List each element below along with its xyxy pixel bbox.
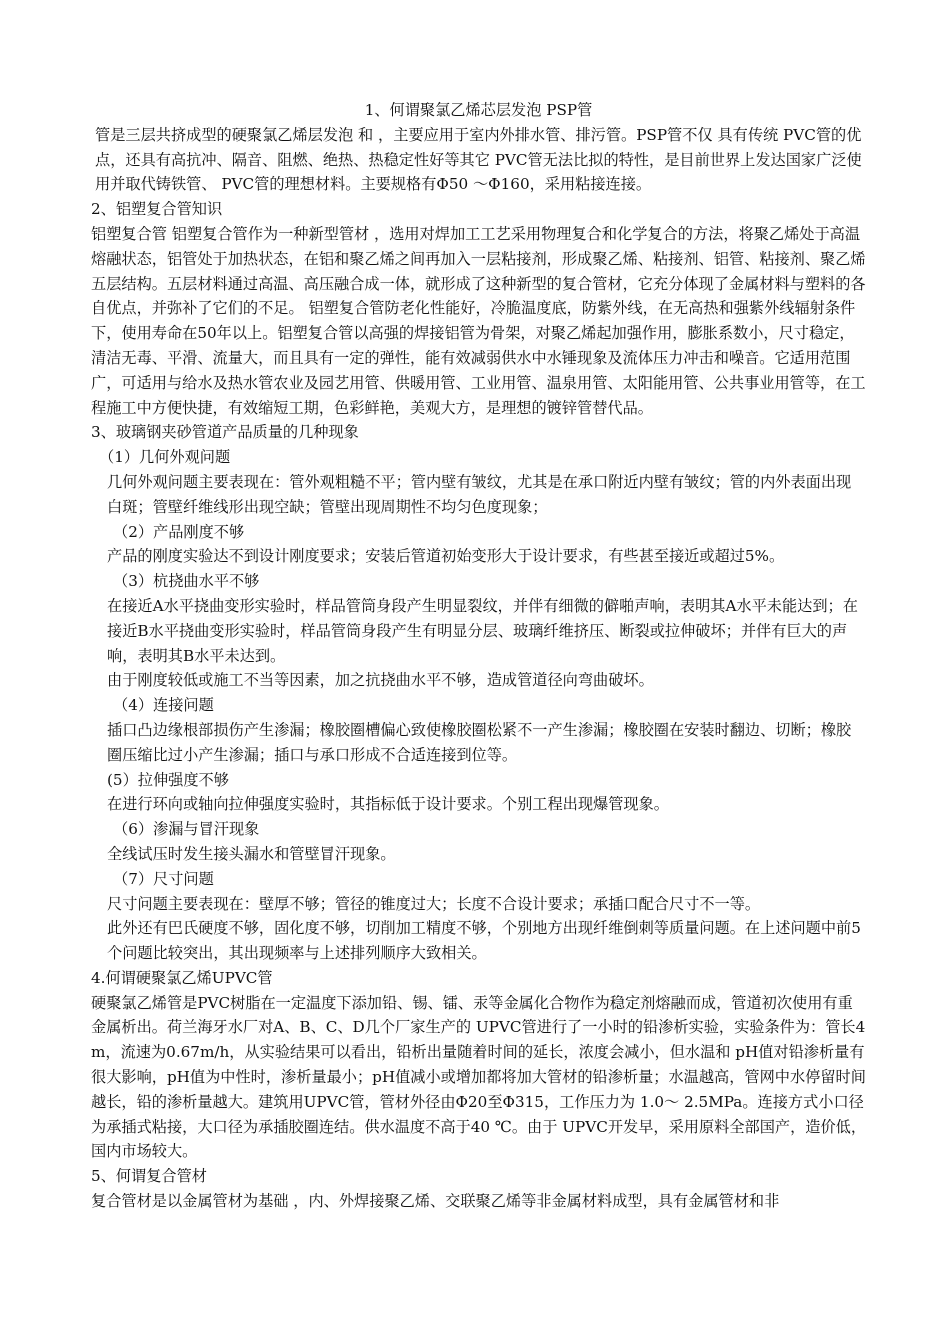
subheading-dimension: （7）尺寸问题 [113,869,214,888]
paragraph-leakage: 全线试压时发生接头漏水和管壁冒汗现象。 [107,844,396,863]
paragraph-other-issues: 此外还有巴氏硬度不够，固化度不够，切削加工精度不够，个别地方出现纤维倒刺等质量问题。在上述问题中前5个问题比较突出，其出现频率与上述排列顺序大致相关。 [107,919,861,963]
heading-composite-pipe: 5、何谓复合管材 [91,1167,207,1186]
paragraph-deflection: 在接近A水平挠曲变形实验时，样品管筒身段产生明显裂纹，并伴有细微的僻啪声响，表明其A水平未能达到；在接近B水平挠曲变形实验时，样品管筒身段产生有明显分层、玻璃纤维挤压、断裂或拉伸破坏；并伴有巨大的声响，表明其B水平未达到。 [107,596,858,665]
heading-aluminum-plastic-pipe: 2、铝塑复合管知识 [91,200,223,219]
paragraph-upvc-pipe: 硬聚氯乙烯管是PVC树脂在一定温度下添加铅、锡、镭、汞等金属化合物作为稳定剂熔融而成，管道初次使用有重金属析出。荷兰海牙水厂对A、B、C、D几个厂家生产的 UPVC管进行了一小时的铅渗析实验，实验条件为：管长4 m，流速为0.67m/h，从实验结果可以看出，铅析出量随着时间的延长，浓度会减小，但水温和 pH值对铅渗析量有很大影响，pH值为中性时，渗析量最小；pH值减小或增加都将加大管材的铅渗析量；水温越高，管网中水停留时间越长，铅的渗析量越大。建筑用UPVC管，管材外径由Φ20至Φ315，工作压力为 1.0～ 2.5MPa。连接方式小口径为承插式粘接，大口径为承插胶圈连结。供水温度不高于40 ℃。由于 UPVC开发早，采用原料全部国产，造价低，国内市场较大。 [91,993,867,1161]
subheading-stiffness: （2）产品刚度不够 [113,522,245,541]
paragraph-connection: 插口凸边缘根部损伤产生渗漏；橡胶圈槽偏心致使橡胶圈松紧不一产生渗漏；橡胶圈在安装时翻边、切断；橡胶圈压缩比过小产生渗漏；插口与承口形成不合适连接到位等。 [107,720,852,764]
doc-title: 1、何谓聚氯乙烯芯层发泡 PSP管 [364,101,593,119]
paragraph-composite-pipe: 复合管材是以金属管材为基础 ，内、外焊接聚乙烯、交联聚乙烯等非金属材料成型，具有金属管材和非 [91,1192,780,1211]
paragraph-aluminum-plastic-pipe: 铝塑复合管 铝塑复合管作为一种新型管材 ，选用对焊加工工艺采用物理复合和化学复合的方法，将聚乙烯处于高温熔融状态，铝管处于加热状态，在铝和聚乙烯之间再加入一层粘接剂，形成聚乙烯、粘接剂、铝管、粘接剂、聚乙烯五层结构。五层材料通过高温、高压融合成一体，就形成了这种新型的复合管材，它充分体现了金属材料与塑料的各自优点，并弥补了它们的不足。 铝塑复合管防老化性能好，冷脆温度底，防紫外线，在无高热和强紫外线辐射条件下，使用寿命在50年以上。铝塑复合管以高强的焊接铝管为骨架，对聚乙烯起加强作用，膨胀系数小，尺寸稳定，清洁无毒、平滑、流量大，而且具有一定的弹性，能有效减弱供水中水锤现象及流体压力冲击和噪音。它适用范围广，可适用与给水及热水管农业及园艺用管、供暖用管、工业用管、温泉用管、太阳能用管、公共事业用管等，在工程施工中方便快捷，有效缩短工期，色彩鲜艳，美观大方，是理想的镀锌管替代品。 [91,224,866,417]
paragraph-dimension: 尺寸问题主要表现在：壁厚不够；管径的锥度过大；长度不合设计要求；承插口配合尺寸不一等。 [107,894,761,913]
subheading-tensile: (5）拉伸强度不够 [107,770,229,789]
subheading-leakage: （6）渗漏与冒汗现象 [113,820,260,839]
paragraph-bending-failure: 由于刚度较低或施工不当等因素，加之抗挠曲水平不够，造成管道径向弯曲破坏。 [107,671,654,690]
heading-upvc-pipe: 4.何谓硬聚氯乙烯UPVC管 [91,968,273,987]
paragraph-tensile: 在进行环向或轴向拉伸强度实验时，其指标低于设计要求。个别工程出现爆管现象。 [107,795,669,814]
paragraph-geometry: 几何外观问题主要表现在：管外观粗糙不平；管内壁有皱纹，尤其是在承口附近内壁有皱纹；管的内外表面出现白斑；管壁纤维线形出现空缺；管壁出现周期性不均匀色度现象； [107,472,852,516]
subheading-deflection: （3）杭挠曲水平不够 [113,572,260,591]
subheading-connection: （4）连接问题 [113,696,214,715]
paragraph-stiffness: 产品的刚度实验达不到设计刚度要求；安装后管道初始变形大于设计要求，有些甚至接近或超过5%。 [107,547,785,566]
heading-frp-sand-pipe: 3、玻璃钢夹砂管道产品质量的几种现象 [91,423,359,442]
paragraph-psp-pipe: 管是三层共挤成型的硬聚氯乙烯层发泡 和 ，主要应用于室内外排水管、排污管。PSP管不仅 具有传统 PVC管的优点，还具有高抗冲、隔音、阻燃、绝热、热稳定性好等其它 PVC管无法比拟的特性，是目前世界上发达国家广泛使用并取代铸铁管、 PVC管的理想材料。主要规格有Φ50 ～Φ160，采用粘接连接。 [95,125,862,194]
subheading-geometry: （1）几何外观问题 [99,448,231,467]
